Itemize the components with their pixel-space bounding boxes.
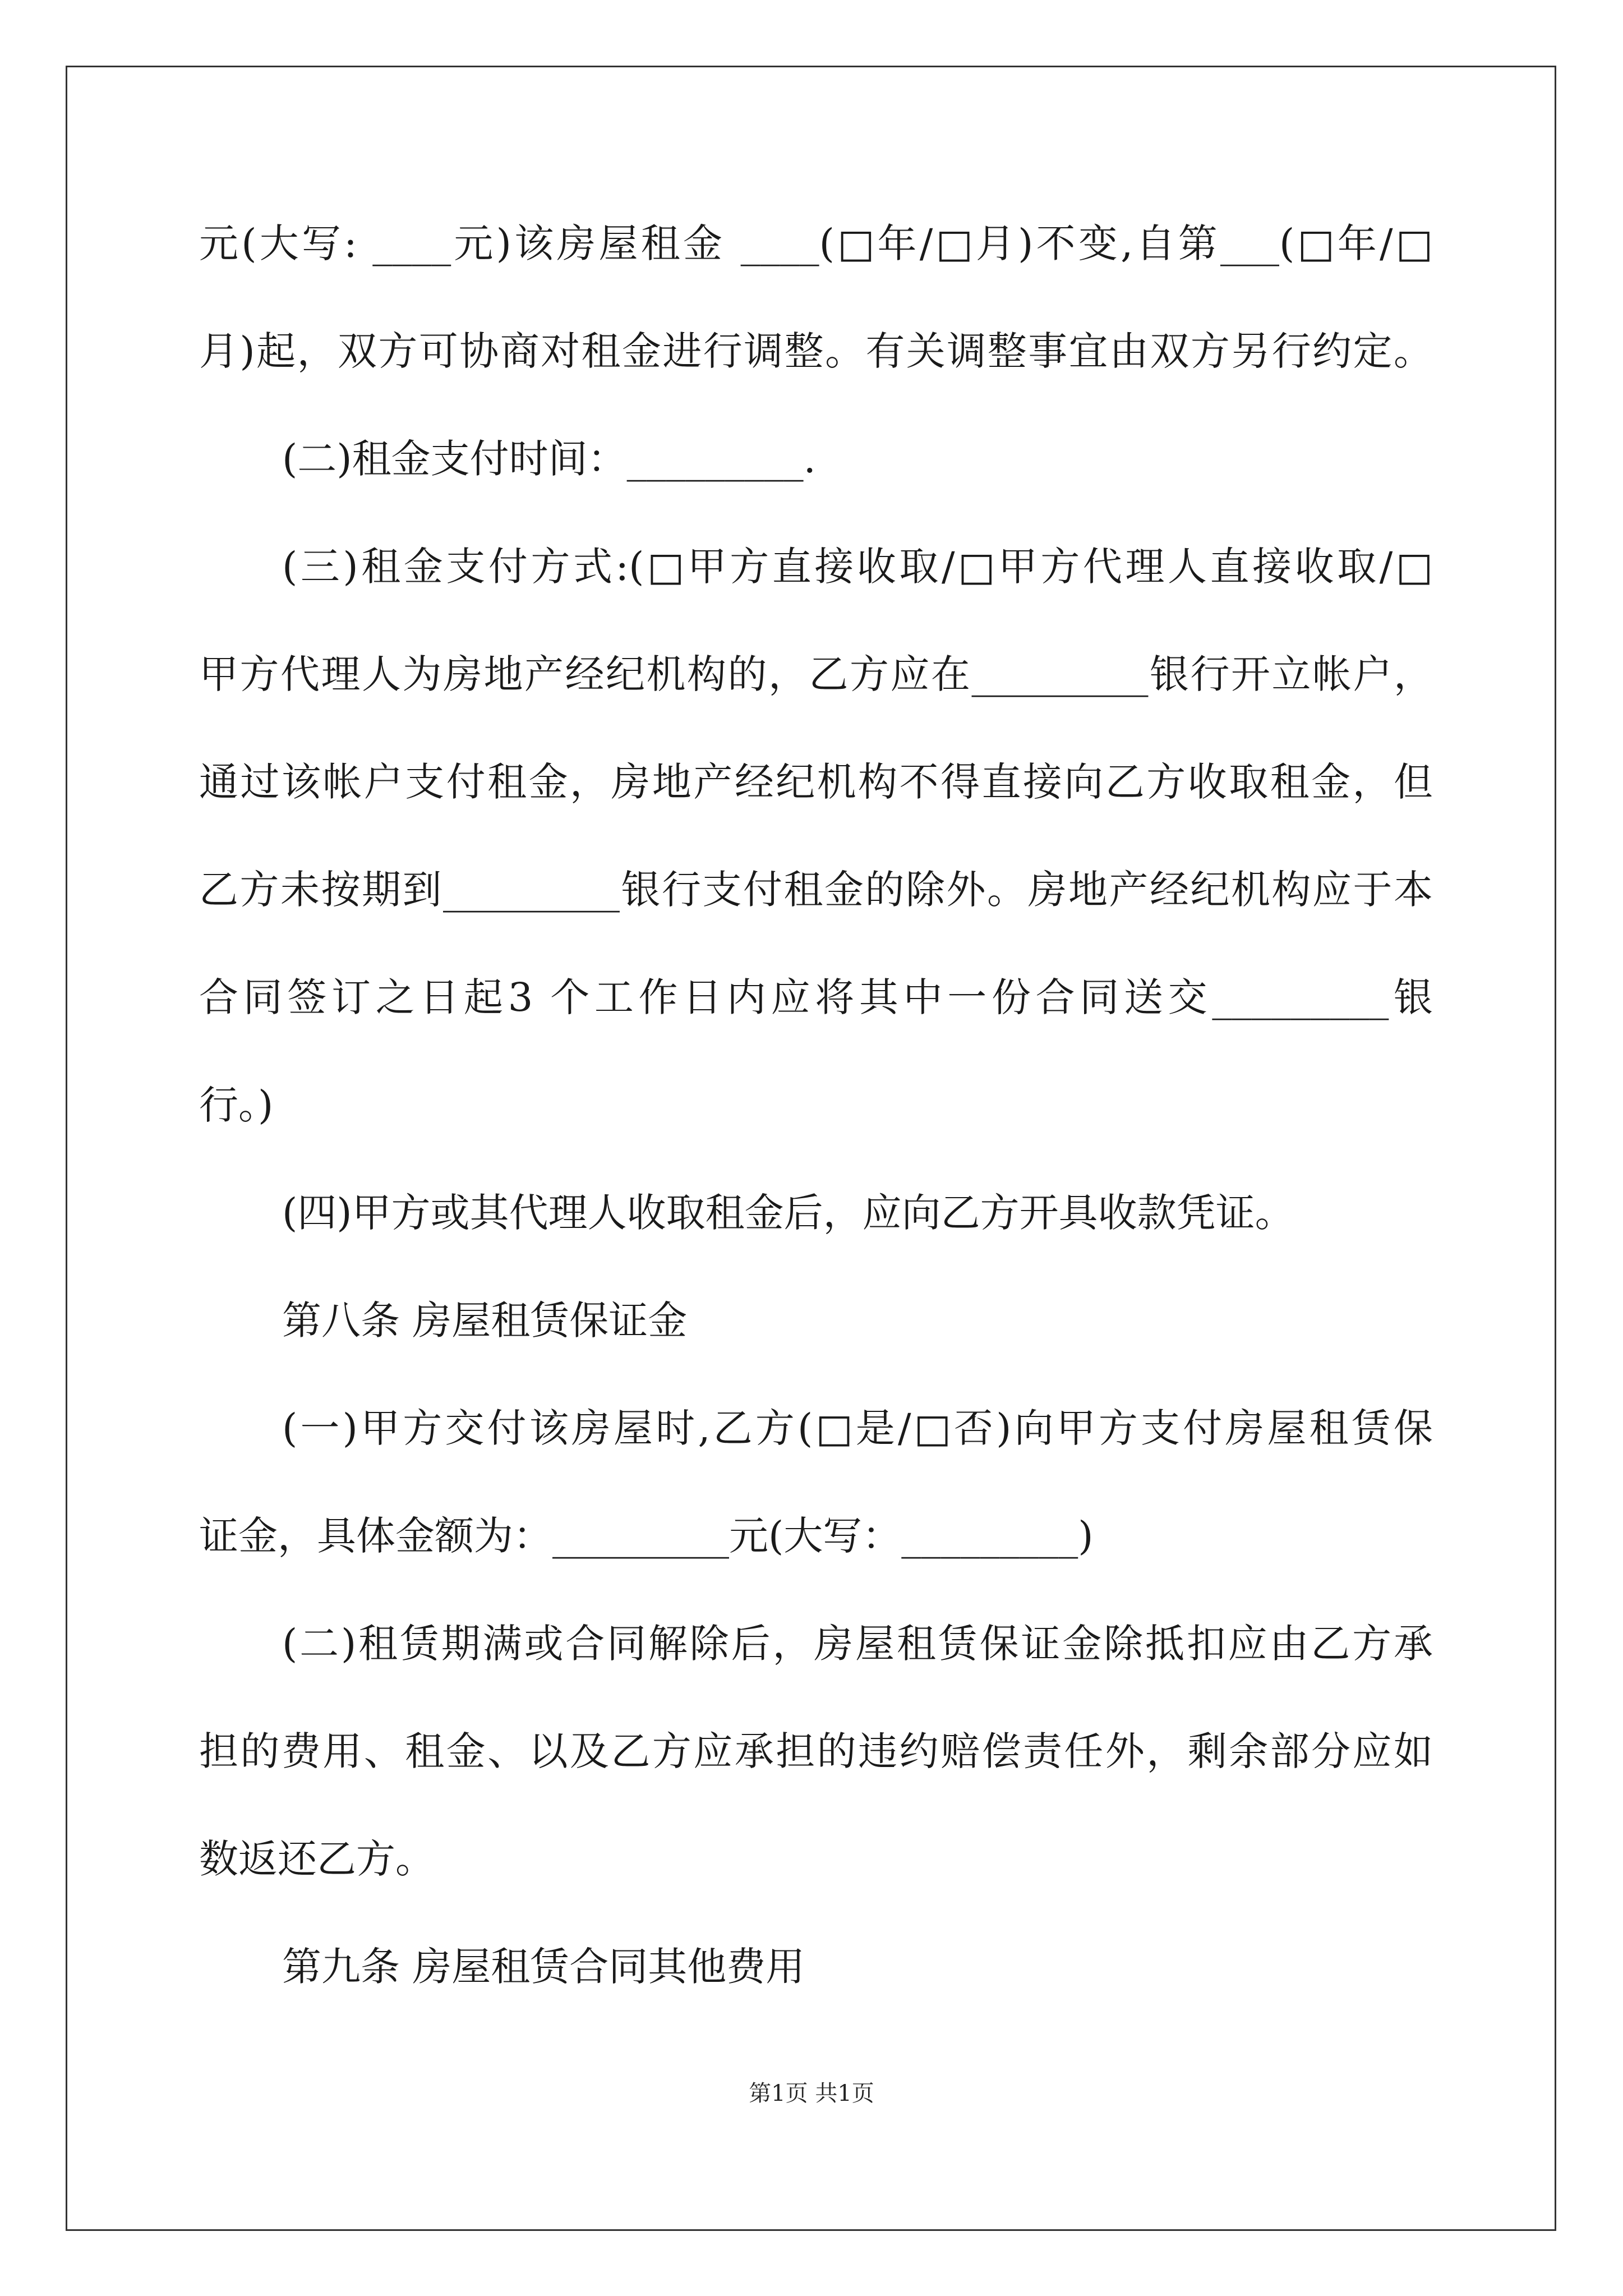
text-line: 行。) [199,1082,274,1128]
text-line: 数返还乙方。 [199,1836,435,1882]
text-line: 甲方代理人为房地产经纪机构的，乙方应在_________银行开立帐户， [199,651,1433,697]
text-line: (二)租赁期满或合同解除后，房屋租赁保证金除抵扣应由乙方承 [282,1621,1433,1667]
page-footer: 第1页 共1页 [749,2081,874,2106]
text-line: 乙方未按期到_________银行支付租金的除外。房地产经纪机构应于本 [199,867,1433,913]
text-line: 通过该帐户支付租金，房地产经纪机构不得直接向乙方收取租金，但 [199,759,1433,805]
text-line: (一)甲方交付该房屋时,乙方(□是/□否)向甲方支付房屋租赁保 [282,1405,1433,1451]
section-heading: 第九条 房屋租赁合同其他费用 [282,1944,805,1990]
text-line: (四)甲方或其代理人收取租金后，应向乙方开具收款凭证。 [282,1190,1294,1236]
text-line: (二)租金支付时间：_________. [282,436,816,482]
section-heading: 第八条 房屋租赁保证金 [282,1297,688,1343]
text-line: 月)起，双方可协商对租金进行调整。有关调整事宜由双方另行约定。 [199,328,1433,374]
text-line: (三)租金支付方式:(□甲方直接收取/□甲方代理人直接收取/□ [282,544,1433,590]
text-line: 合同签订之日起3 个工作日内应将其中一份合同送交_________银 [199,974,1433,1020]
page-border [66,66,1556,2231]
text-line: 元(大写: ____元)该房屋租金 ____(□年/□月)不变,自第___(□年/□ [199,220,1433,266]
text-line: 证金，具体金额为：_________元(大写：_________) [199,1513,1094,1559]
text-line: 担的费用、租金、以及乙方应承担的违约赔偿责任外，剩余部分应如 [199,1728,1433,1774]
